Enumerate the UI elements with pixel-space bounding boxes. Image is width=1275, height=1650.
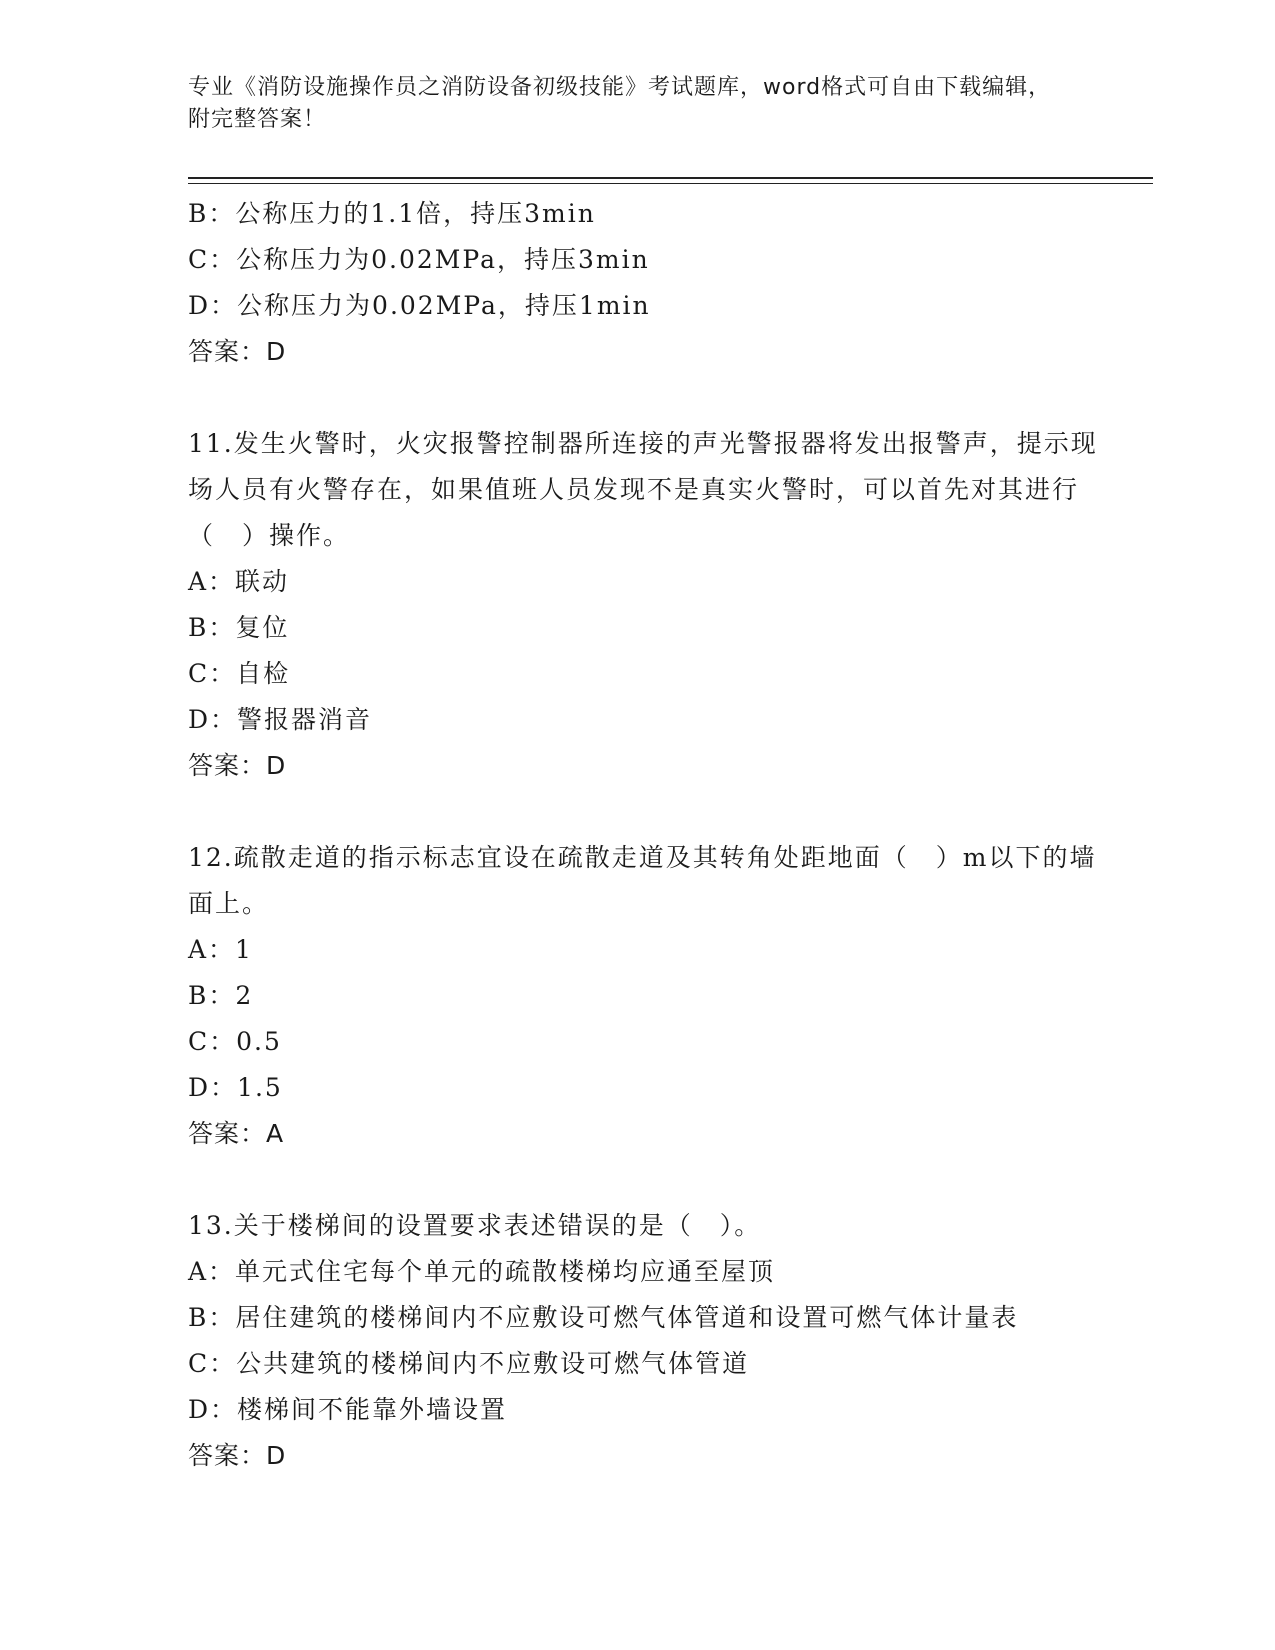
- answer-line: 答案：D: [188, 1441, 287, 1470]
- option-a: A：联动: [188, 567, 290, 596]
- option-b: B：居住建筑的楼梯间内不应敷设可燃气体管道和设置可燃气体计量表: [188, 1303, 1019, 1332]
- question-text: 12.疏散走道的指示标志宜设在疏散走道及其转角处距地面（ ）m以下的墙面上。: [188, 843, 1097, 918]
- option-b: B：公称压力的1.1倍，持压3min: [188, 199, 596, 228]
- question-13: [188, 1203, 1108, 1479]
- header-divider-thin: [188, 183, 1153, 184]
- header-divider-thick: [188, 177, 1153, 179]
- answer-line: 答案：A: [188, 1119, 285, 1148]
- carryover-question: [188, 191, 1108, 375]
- question-11: [188, 421, 1108, 789]
- question-12: [188, 835, 1108, 1157]
- option-d: D：警报器消音: [188, 705, 373, 734]
- option-c: C：公称压力为0.02MPa，持压3min: [188, 245, 650, 274]
- option-a: A：单元式住宅每个单元的疏散楼梯均应通至屋顶: [188, 1257, 776, 1286]
- document-header: 专业《消防设施操作员之消防设备初级技能》考试题库，word格式可自由下载编辑，附完整答案！: [188, 75, 1052, 132]
- option-c: C：公共建筑的楼梯间内不应敷设可燃气体管道: [188, 1349, 750, 1378]
- option-b: B：复位: [188, 613, 290, 642]
- question-text: 13.关于楼梯间的设置要求表述错误的是（ ）。: [188, 1211, 762, 1240]
- option-d: D：楼梯间不能靠外墙设置: [188, 1395, 508, 1424]
- answer-line: 答案：D: [188, 337, 287, 366]
- answer-line: 答案：D: [188, 751, 287, 780]
- question-text: 11.发生火警时，火灾报警控制器所连接的声光警报器将发出报警声，提示现场人员有火警存在，如果值班人员发现不是真实火警时，可以首先对其进行（ ）操作。: [188, 429, 1098, 550]
- option-b: B：2: [188, 981, 254, 1010]
- question-list: [188, 191, 1108, 1479]
- option-d: D：1.5: [188, 1073, 283, 1102]
- option-d: D：公称压力为0.02MPa，持压1min: [188, 291, 651, 320]
- option-a: A：1: [188, 935, 253, 964]
- option-c: C：0.5: [188, 1027, 282, 1056]
- option-c: C：自检: [188, 659, 291, 688]
